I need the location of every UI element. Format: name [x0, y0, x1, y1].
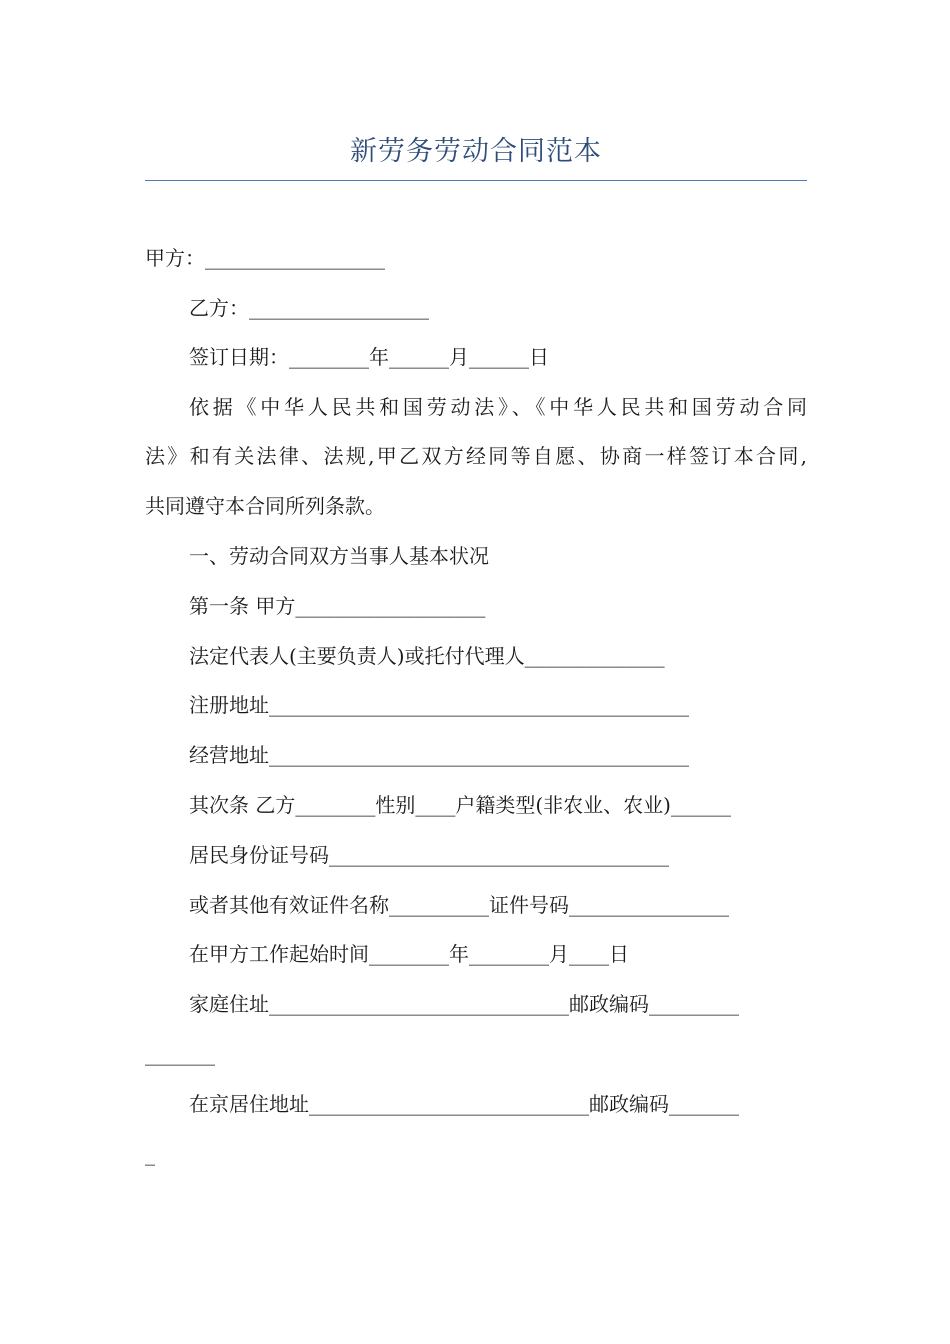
home-postcode-continuation: _______ — [145, 1042, 215, 1066]
registered-address-line: 注册地址__________________________________________ — [189, 693, 689, 717]
document-title: 新劳务劳动合同范本 — [350, 136, 602, 167]
article-1-line: 第一条 甲方___________________ — [189, 594, 486, 618]
id-number-line: 居民身份证号码__________________________________ — [189, 843, 669, 867]
home-address-line: 家庭住址______________________________邮政编码_________ — [189, 992, 739, 1016]
legal-representative-line: 法定代表人(主要负责人)或托付代理人______________ — [189, 644, 665, 668]
preamble-line-1: 依据《中华人民共和国劳动法》、《中华人民共和国劳动合同 — [189, 395, 807, 419]
signing-date-line: 签订日期：________年______月______日 — [189, 345, 549, 369]
beijing-address-line: 在京居住地址____________________________邮政编码_______ — [189, 1092, 739, 1116]
other-id-line: 或者其他有效证件名称__________证件号码________________ — [189, 893, 729, 917]
beijing-postcode-continuation: _ — [145, 1142, 155, 1166]
article-2-line: 其次条 乙方________性别____户籍类型(非农业、农业)______ — [189, 793, 731, 817]
start-date-line: 在甲方工作起始时间________年________月____日 — [189, 942, 629, 966]
section-heading: 一、劳动合同双方当事人基本状况 — [189, 544, 489, 568]
preamble-line-3: 共同遵守本合同所列条款。 — [145, 494, 385, 518]
party-a-line: 甲方：__________________ — [145, 246, 385, 270]
business-address-line: 经营地址__________________________________________ — [189, 743, 689, 767]
title-underline — [145, 180, 807, 181]
preamble-line-2: 法》和有关法律、法规,甲乙双方经同等自愿、协商一样签订本合同, — [145, 444, 807, 468]
party-b-line: 乙方：__________________ — [189, 296, 429, 320]
